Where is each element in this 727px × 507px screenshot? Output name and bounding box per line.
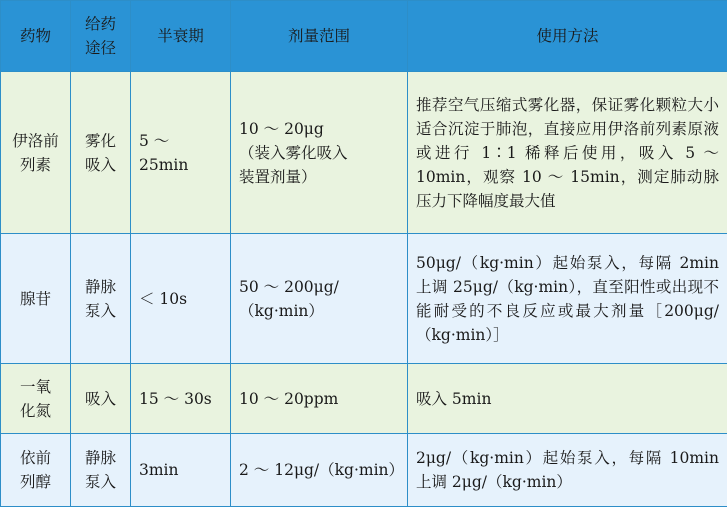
table-header <box>1 1 727 72</box>
method-cell: 吸入 5min <box>408 364 727 434</box>
drug-cell: 一氧 化氮 <box>1 364 71 434</box>
route-cell: 静脉 泵入 <box>71 234 131 364</box>
header-method: 使用方法 <box>408 1 727 72</box>
dose-range-cell: 10 ～ 20μg （装入雾化吸入 装置剂量） <box>231 72 408 234</box>
table-row <box>1 234 727 364</box>
method-cell: 推荐空气压缩式雾化器，保证雾化颗粒大小适合沉淀于肺泡，直接应用伊洛前列素原液或进行 1∶1 稀释后使用，吸入 5 ～ 10min，观察 10 ～ 15min，测定肺动脉压力下降幅度最大值 <box>408 72 727 234</box>
drug-cell: 腺苷 <box>1 234 71 364</box>
method-cell: 2μg/（kg·min）起始泵入，每隔 10min 上调 2μg/（kg·min） <box>408 434 727 507</box>
dose-range-cell: 2 ～ 12μg/（kg·min） <box>231 434 408 507</box>
drug-cell: 依前 列醇 <box>1 434 71 507</box>
table-row <box>1 364 727 434</box>
header-drug: 药物 <box>1 1 71 72</box>
dose-range-cell: 10 ～ 20ppm <box>231 364 408 434</box>
header-row <box>1 1 727 72</box>
half-life-cell: 3min <box>131 434 231 507</box>
route-cell: 静脉 泵入 <box>71 434 131 507</box>
drug-cell: 伊洛前 列素 <box>1 72 71 234</box>
route-cell: 吸入 <box>71 364 131 434</box>
table-row <box>1 72 727 234</box>
dose-range-cell: 50 ～ 200μg/（kg·min） <box>231 234 408 364</box>
header-route: 给药 途径 <box>71 1 131 72</box>
half-life-cell: ＜ 10s <box>131 234 231 364</box>
header-half-life: 半衰期 <box>131 1 231 72</box>
half-life-cell: 15 ～ 30s <box>131 364 231 434</box>
table-row <box>1 434 727 507</box>
half-life-cell: 5 ～ 25min <box>131 72 231 234</box>
header-dose-range: 剂量范围 <box>231 1 408 72</box>
route-cell: 雾化 吸入 <box>71 72 131 234</box>
method-cell: 50μg/（kg·min）起始泵入，每隔 2min 上调 25μg/（kg·min），直至阳性或出现不能耐受的不良反应或最大剂量［200μg/（kg·min）］ <box>408 234 727 364</box>
